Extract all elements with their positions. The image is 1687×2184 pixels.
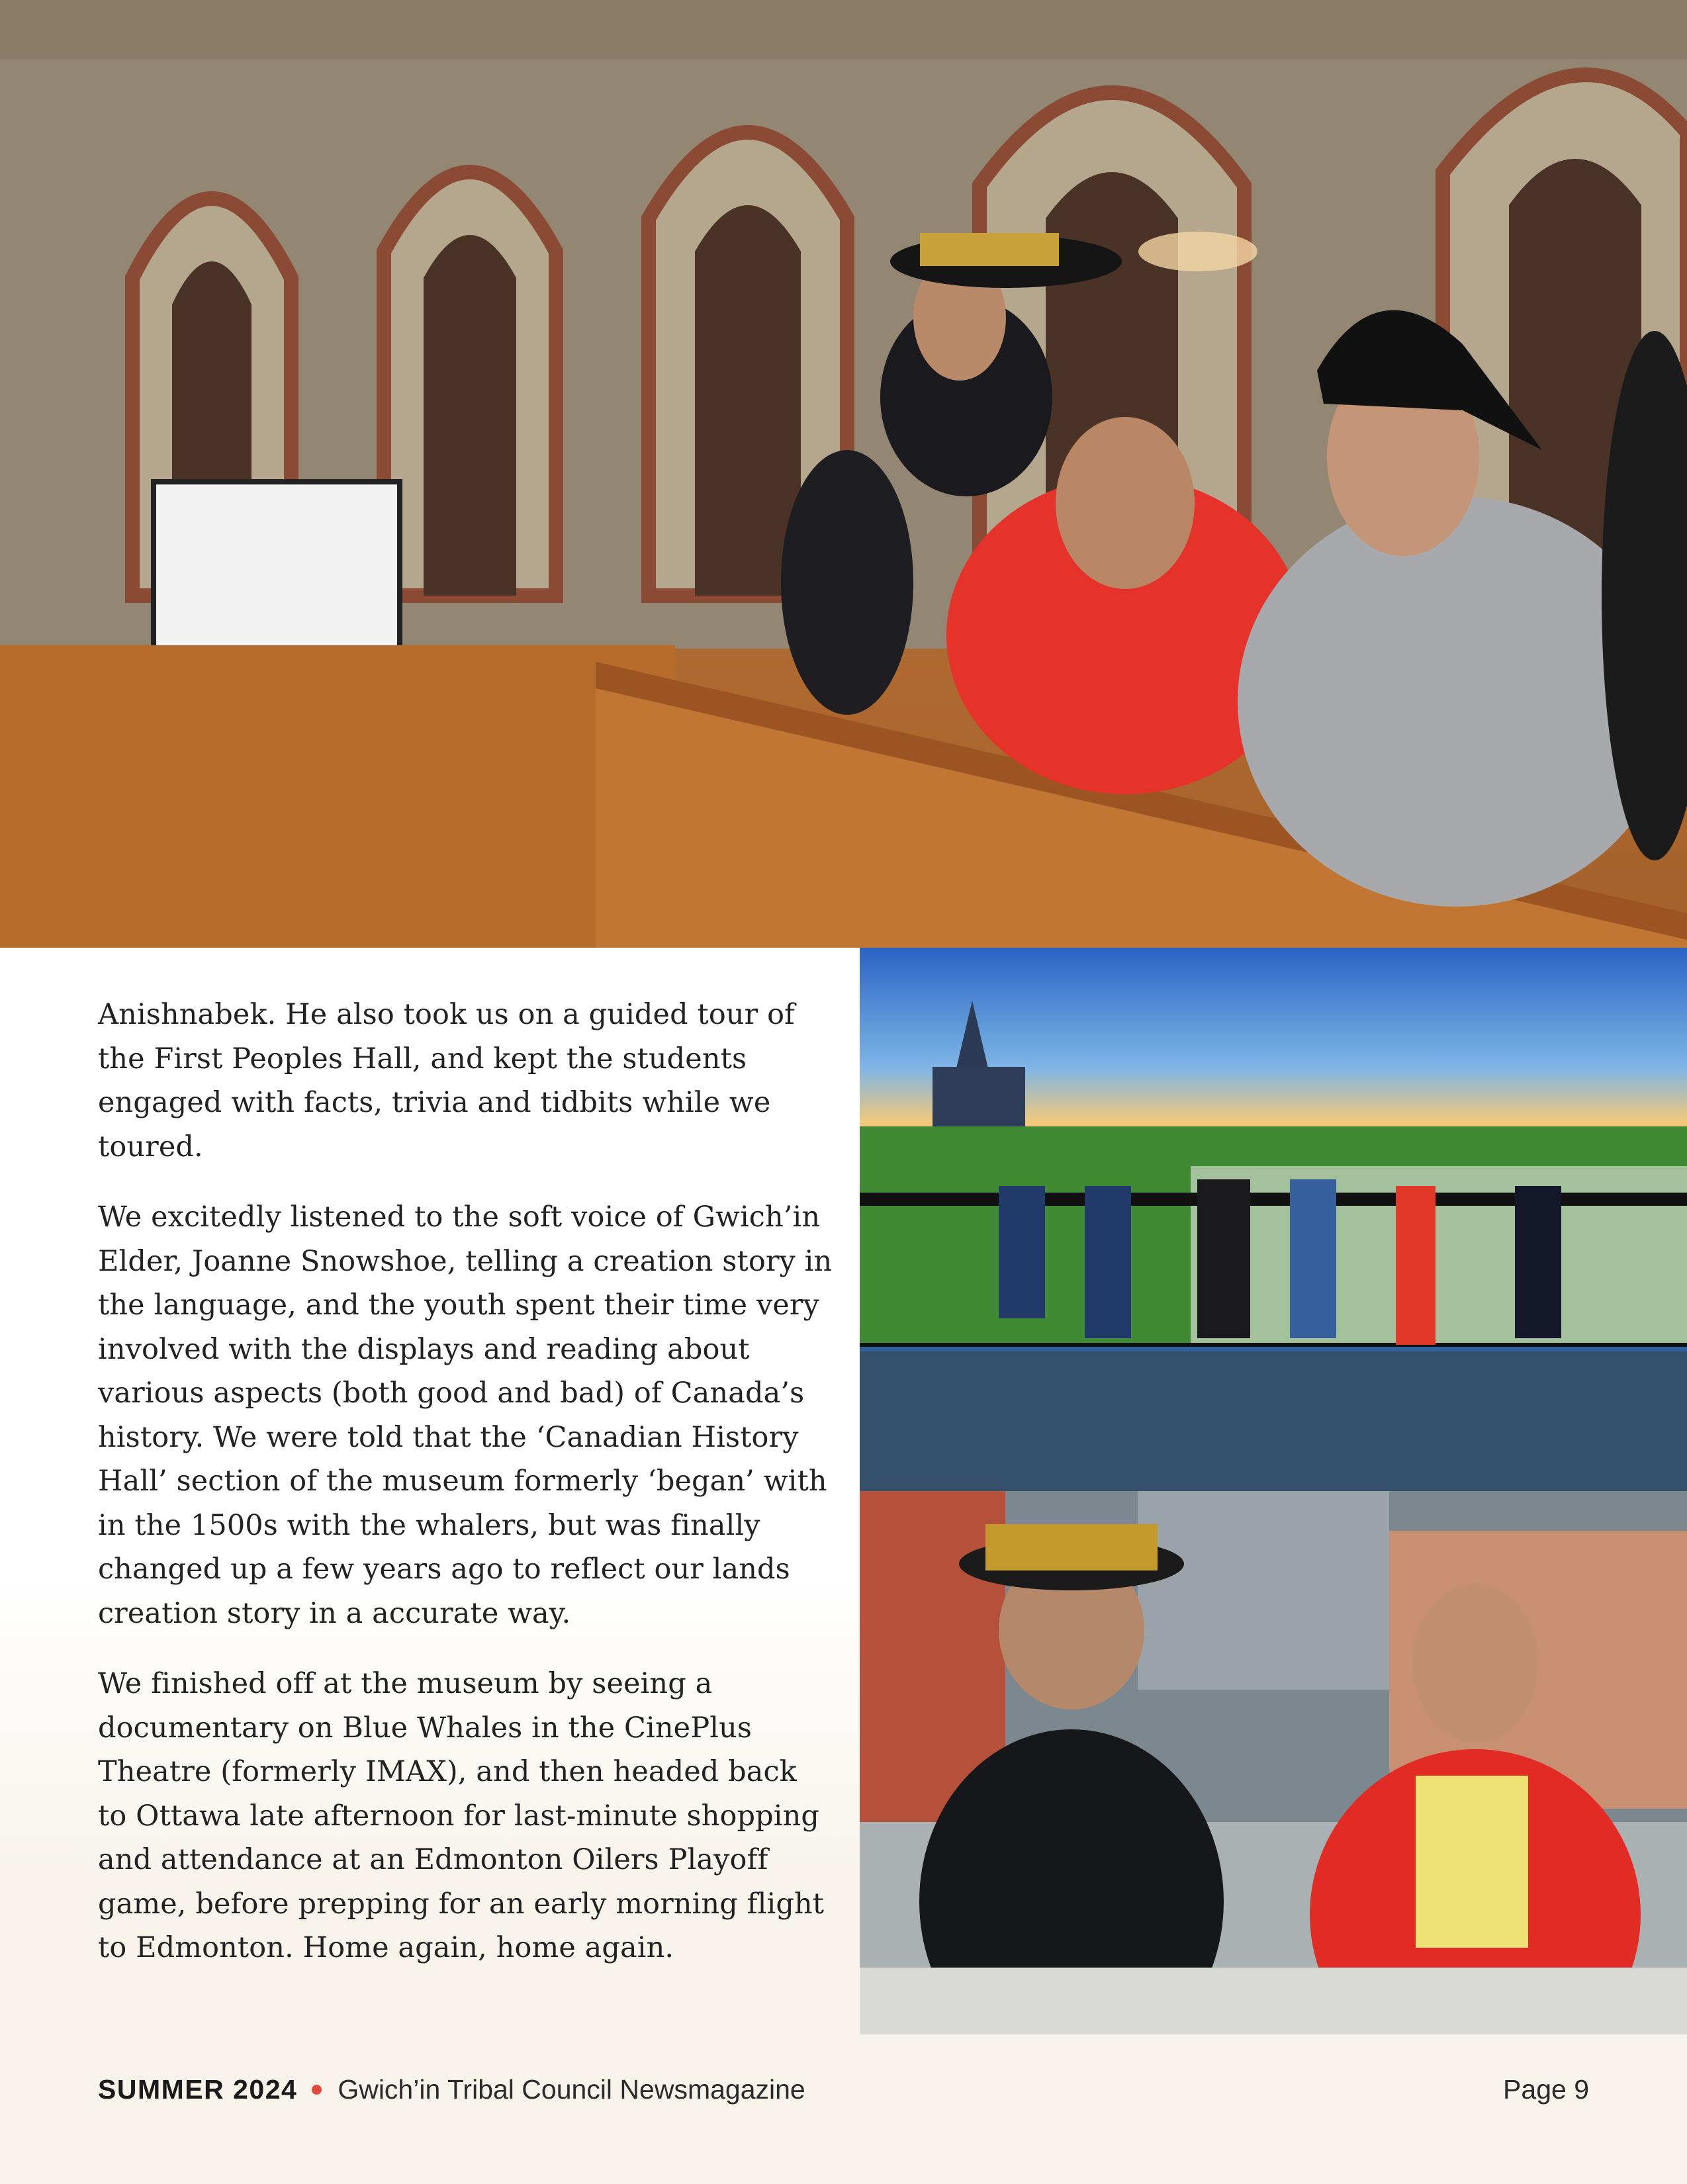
hero-photo-art	[0, 0, 1687, 948]
hero-photo	[0, 0, 1687, 948]
page-number: Page 9	[1503, 2074, 1589, 2105]
article-paragraph-1: Anishnabek. He also took us on a guided tour of the First Peoples Hall, and kept the students engaged with facts, trivia and tidbits while we toured.	[98, 998, 796, 1163]
overlook-photo	[860, 948, 1687, 1491]
issue-label: SUMMER 2024	[98, 2074, 298, 2105]
article-paragraph-3: We finished off at the museum by seeing a documentary on Blue Whales in the CinePlus Theatre (formerly IMAX), and then headed back to Ottawa late afternoon for last-minute shopping and attendance at an Edmonton Oilers Playoff game, before prepping for an early morning flight to Edmonton. Home again, home again.	[98, 1667, 825, 1964]
publication-name: Gwich’in Tribal Council Newsmagazine	[338, 2074, 805, 2105]
page-footer	[98, 2074, 1589, 2114]
bullet-dot-icon	[312, 2085, 322, 2095]
patio-photo-art	[860, 1491, 1687, 2034]
overlook-photo-art	[860, 948, 1687, 1491]
article-body	[98, 993, 833, 1997]
patio-photo	[860, 1491, 1687, 2034]
article-paragraph-2: We excitedly listened to the soft voice of Gwich’in Elder, Joanne Snowshoe, telling a creation story in the language, and the youth spent their time very involved with the displays and reading about various aspects (both good and bad) of Canada’s history. We were told that the ‘Canadian History Hall’ section of the museum formerly ‘began’ with in the 1500s with the whalers, but was finally changed up a few years ago to reflect our lands creation story in a accurate way.	[98, 1201, 833, 1630]
